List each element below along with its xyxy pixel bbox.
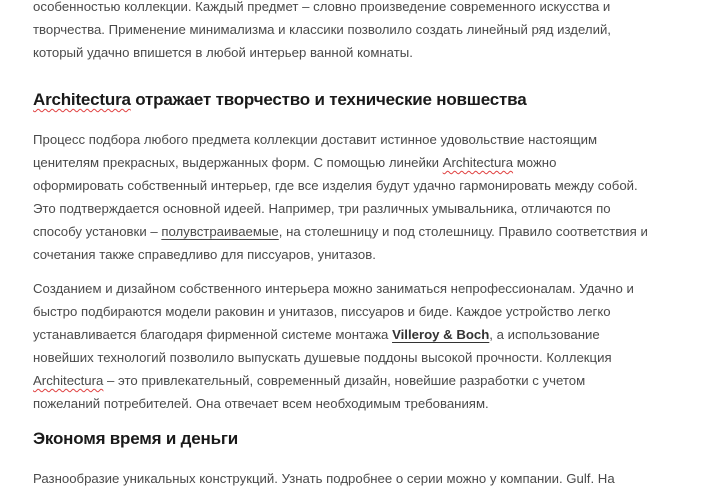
text-fragment: ценителям прекрасных, выдержанных форм. С помощью линейки (33, 155, 443, 170)
paragraph-design (33, 277, 634, 415)
text-fragment: можно (513, 155, 557, 170)
paragraph-partial (33, 467, 615, 490)
section-heading-economy: Экономя время и деньги (33, 429, 238, 448)
text-fragment: способу установки – (33, 224, 162, 239)
paragraph-intro (33, 0, 611, 64)
text-line: Созданием и дизайном собственного интерьера можно заниматься непрофессионалам. Удачно и (33, 281, 634, 296)
text-line: быстро подбираются модели раковин и унитазов, писсуаров и биде. Каждое устройство легко (33, 304, 611, 319)
paragraph-selection (33, 128, 648, 266)
text-line: оформировать собственный интерьер, где все изделия будут удачно гармонировать между собой. (33, 178, 638, 193)
text-line: творчества. Применение минимализма и классики позволило создать линейный ряд изделий, (33, 22, 611, 37)
text-line: пожеланий потребителей. Она отвечает всем необходимым требованиям. (33, 396, 489, 411)
text-line: который удачно впишется в любой интерьер ванной комнаты. (33, 45, 413, 60)
link-villeroy-boch[interactable]: Villeroy & Boch (392, 327, 490, 342)
brand-name: Architectura (33, 373, 104, 388)
text-line (33, 369, 634, 392)
heading-brand: Architectura (33, 90, 131, 109)
heading-text: отражает творчество и технические новшества (130, 90, 527, 109)
link-semi-recessed[interactable]: полувстраиваемые (161, 224, 279, 239)
text-fragment: , на столешницу и под столешницу. Правило соответствия и (278, 224, 648, 239)
text-line: Это подтверждается основной идеей. Например, три различных умывальника, отличаются по (33, 201, 611, 216)
text-line: Разнообразие уникальных конструкций. Узнать подробнее о серии можно у компании. Gulf. На (33, 471, 615, 486)
text-line: Процесс подбора любого предмета коллекции доставит истинное удовольствие настоящим (33, 132, 598, 147)
text-fragment: – это привлекательный, современный дизайн, новейшие разработки с учетом (103, 373, 586, 388)
text-line: новейших технологий позволило выпускать душевые поддоны высокой прочности. Коллекция (33, 350, 612, 365)
text-line: особенностью коллекции. Каждый предмет – словно произведение современного искусства и (33, 0, 611, 14)
text-fragment: устанавливается благодаря фирменной системе монтажа (33, 327, 393, 342)
text-line (33, 323, 634, 346)
text-line: сочетания также справедливо для писсуаров, унитазов. (33, 247, 376, 262)
brand-name: Architectura (442, 155, 514, 170)
section-heading-architectura (33, 90, 526, 110)
text-fragment: , а использование (489, 327, 600, 342)
text-line (33, 151, 648, 174)
text-line (33, 220, 648, 243)
